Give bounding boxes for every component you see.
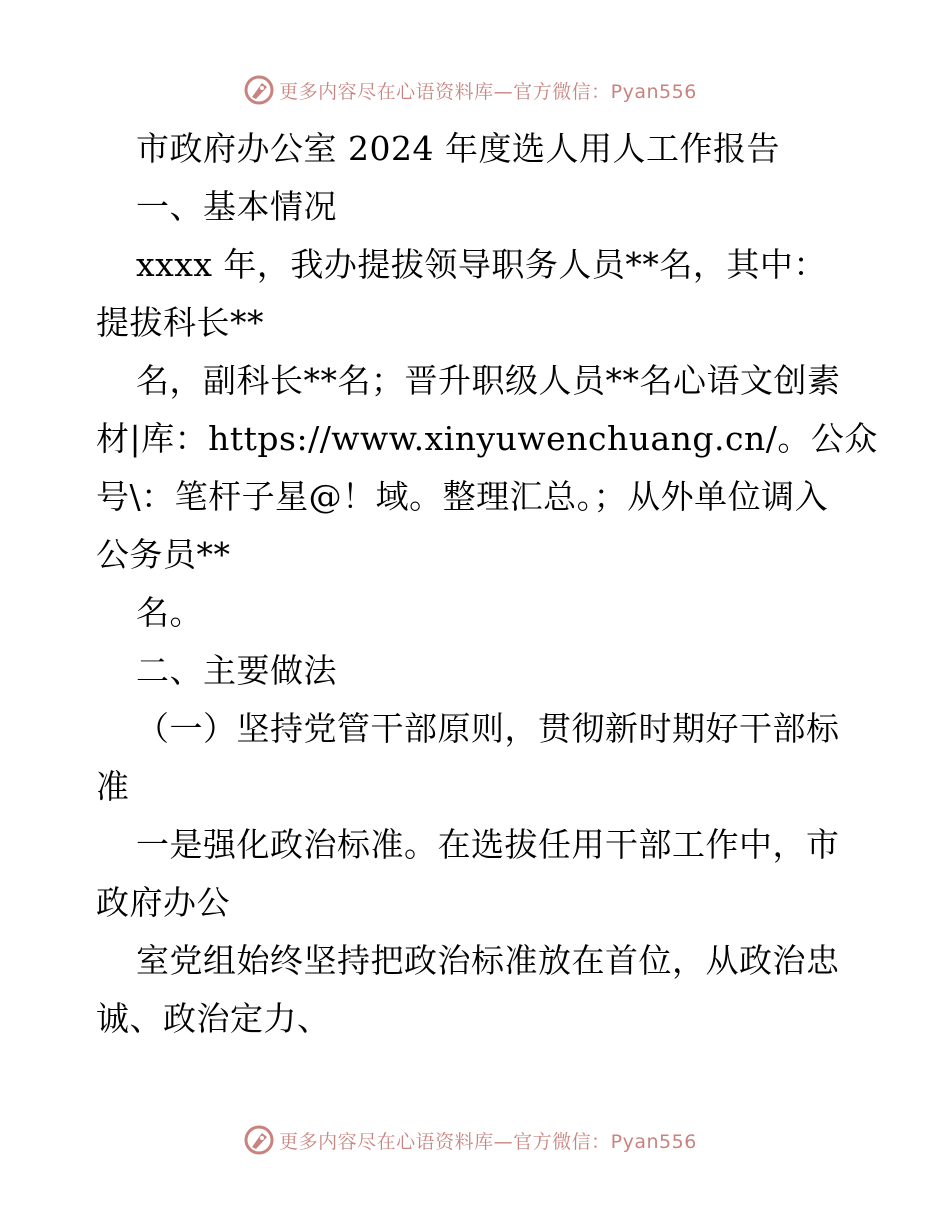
header-watermark [0, 72, 950, 108]
text-line: 名。 [136, 593, 203, 632]
text-line: （一）坚持党管干部原则，贯彻新时期好干部标 [136, 709, 840, 748]
text-line: 二、主要做法 [136, 651, 337, 690]
footer-watermark [0, 1122, 950, 1158]
text-line: 诚、政治定力、 [96, 999, 331, 1038]
text-line: 一是强化政治标准。在选拔任用干部工作中，市 [136, 825, 840, 864]
text-line: 一、基本情况 [136, 187, 337, 226]
text-line: 政府办公 [96, 883, 230, 922]
watermark-text: 更多内容尽在心语资料库—官方微信：Pyan556 [279, 80, 697, 103]
text-line: 提拔科长** [96, 303, 264, 342]
document-body [96, 120, 878, 1048]
text-line: 准 [96, 767, 130, 806]
text-line: 名，副科长**名；晋升职级人员**名心语文创素 [136, 361, 841, 400]
text-line: xxxx 年，我办提拔领导职务人员**名，其中： [136, 245, 827, 284]
watermark-text: 更多内容尽在心语资料库—官方微信：Pyan556 [279, 1130, 697, 1153]
pen-nib-logo-icon [243, 1124, 275, 1156]
text-line: 市政府办公室 2024 年度选人用人工作报告 [136, 129, 780, 168]
text-line: 公务员** [96, 535, 231, 574]
text-line: 号\：笔杆子星@！域。整理汇总。；从外单位调入 [96, 477, 829, 516]
pen-nib-logo-icon [243, 74, 275, 106]
text-line: 室党组始终坚持把政治标准放在首位，从政治忠 [136, 941, 840, 980]
text-line: 材|库：https://www.xinyuwenchuang.cn/。公众 [96, 419, 878, 458]
